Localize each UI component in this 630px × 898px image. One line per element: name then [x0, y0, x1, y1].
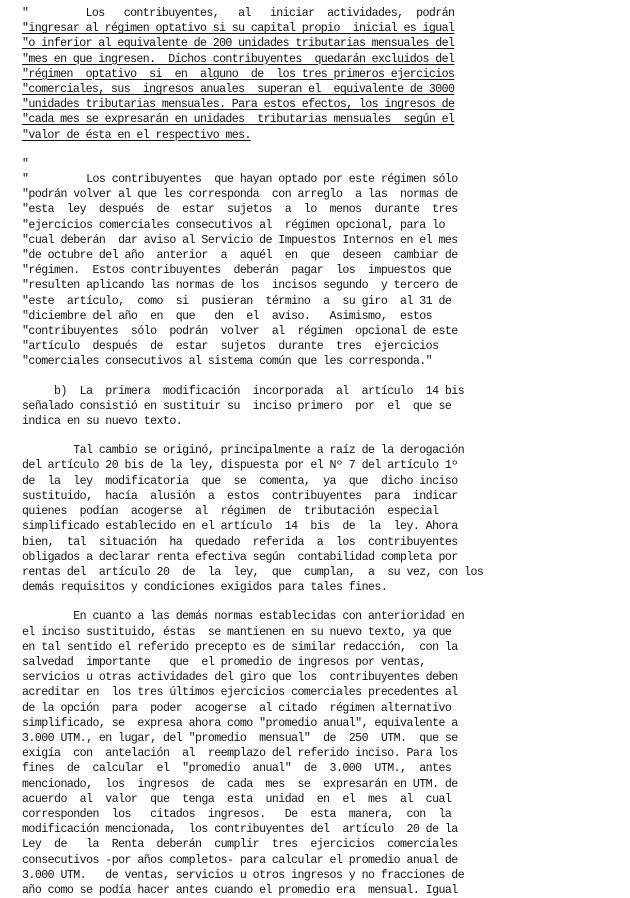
- paragraph: [22, 443, 618, 595]
- text-line: el inciso sustituido, éstas se mantienen en su nuevo texto, ya que: [22, 625, 452, 639]
- text-line: " Los contribuyentes que hayan optado por este régimen sólo: [22, 173, 458, 187]
- text-line: en tal sentido el referido precepto es de similar redacción, con la: [22, 640, 458, 654]
- text-line: mencionado, los ingresos de cada mes se expresarán en UTM. de: [22, 777, 458, 791]
- text-line: obligados a declarar renta efectiva según contabilidad completa por: [22, 550, 458, 564]
- paragraph: [22, 609, 618, 898]
- text-line: indica en su nuevo texto.: [22, 415, 183, 429]
- text-line: Tal cambio se originó, principalmente a raíz de la derogación: [22, 444, 465, 458]
- text-line: "cual deberán dar aviso al Servicio de Impuestos Internos en el mes: [22, 233, 458, 247]
- text-line: acreditar en los tres últimos ejercicios comerciales precedentes al: [22, 686, 458, 700]
- text-line: rentas del artículo 20 de la ley, que cumplan, a su vez, con los: [22, 565, 484, 579]
- text-line: "cada mes se expresarán en unidades tributarias mensuales según el: [22, 113, 455, 127]
- text-line: "resulten aplicando las normas de los incisos segundo y tercero de: [22, 279, 458, 293]
- text-line: En cuanto a las demás normas establecidas con anterioridad en: [22, 610, 465, 624]
- text-line: "de octubre del año anterior a aquél en que deseen cambiar de: [22, 249, 458, 263]
- text-line: quienes podían acogerse al régimen de tributación especial: [22, 505, 439, 519]
- text-line: simplificado establecido en el artículo 14 bis de la ley. Ahora: [22, 520, 458, 534]
- text-line: "régimen optativo si en alguno de los tres primeros ejercicios: [22, 67, 455, 81]
- text-line: consecutivos -por años completos- para calcular el promedio anual de: [22, 853, 458, 867]
- text-line: de la ley modificatoria que se comenta, ya que dicho inciso: [22, 474, 458, 488]
- text-line: "valor de ésta en el respectivo mes.: [22, 128, 251, 142]
- text-line: exigía con antelación al reemplazo del referido inciso. Para los: [22, 747, 458, 761]
- quoted-paragraph: [22, 157, 618, 370]
- text-line: "ingresar al régimen optativo si su capital propio inicial es igual: [22, 22, 455, 36]
- text-line: año como se podía hacer antes cuando el promedio era mensual. Igual: [22, 883, 458, 897]
- text-line: "comerciales, sus ingresos anuales superan el equivalente de 3000: [22, 83, 455, 97]
- text-line: bien, tal situación ha quedado referida a los contribuyentes: [22, 535, 458, 549]
- text-line: " Los contribuyentes, al iniciar actividades, podrán: [22, 7, 455, 20]
- text-line: salvedad importante que el promedio de ingresos por ventas,: [22, 655, 426, 669]
- text-line: "contribuyentes sólo podrán volver al régimen opcional de este: [22, 325, 458, 339]
- text-line: señalado consistió en sustituir su inciso primero por el que se: [22, 399, 452, 413]
- text-line: 3.000 UTM. de ventas, servicios u otros ingresos y no fracciones de: [22, 868, 465, 882]
- text-line: "diciembre del año en que den el aviso. Asimismo, estos: [22, 309, 433, 323]
- text-line: "mes en que ingresen. Dichos contribuyentes quedarán excluidos del: [22, 52, 455, 66]
- text-line: b) La primera modificación incorporada al artículo 14 bis: [22, 384, 465, 398]
- text-line: fines de calcular el "promedio anual" de 3.000 UTM., antes: [22, 762, 452, 776]
- text-line: corresponden los citados ingresos. De esta manera, con la: [22, 807, 452, 821]
- text-line: "o inferior al equivalente de 200 unidades tributarias mensuales del: [22, 37, 455, 51]
- text-line: "este artículo, como si pusieran término a su giro al 31 de: [22, 294, 452, 308]
- text-line: demás requisitos y condiciones exigidos para tales fines.: [22, 581, 388, 595]
- text-line: de la opción para poder acogerse al citado régimen alternativo: [22, 701, 452, 715]
- text-line: acuerdo al valor que tenga esta unidad en el mes al cual: [22, 792, 452, 806]
- text-line: "unidades tributarias mensuales. Para estos efectos, los ingresos de: [22, 98, 455, 112]
- text-line: modificación mencionada, los contribuyentes del artículo 20 de la: [22, 823, 458, 837]
- text-line: "comerciales consecutivos al sistema común que les corresponda.": [22, 355, 433, 369]
- paragraph-b: [22, 384, 618, 430]
- text-line: servicios u otras actividades del giro que los contribuyentes deben: [22, 671, 458, 685]
- quoted-paragraph-underlined: [22, 6, 618, 143]
- text-line: simplificado, se expresa ahora como "promedio anual", equivalente a: [22, 716, 458, 730]
- text-line: del artículo 20 bis de la ley, dispuesta por el Nº 7 del artículo 1º: [22, 459, 458, 473]
- text-line: "podrán volver al que les corresponda con arreglo a las normas de: [22, 188, 458, 202]
- text-line: "artículo después de estar sujetos durante tres ejercicios: [22, 340, 439, 354]
- text-line: sustituido, hacía alusión a estos contribuyentes para indicar: [22, 489, 458, 503]
- text-line: ": [22, 157, 29, 171]
- text-line: "esta ley después de estar sujetos a lo menos durante tres: [22, 203, 458, 217]
- text-line: 3.000 UTM., en lugar, del "promedio mensual" de 250 UTM. que se: [22, 731, 458, 745]
- text-line: "régimen. Estos contribuyentes deberán pagar los impuestos que: [22, 264, 452, 278]
- text-line: Ley de la Renta deberán cumplir tres ejercicios comerciales: [22, 838, 458, 852]
- text-line: "ejercicios comerciales consecutivos al régimen opcional, para lo: [22, 218, 445, 232]
